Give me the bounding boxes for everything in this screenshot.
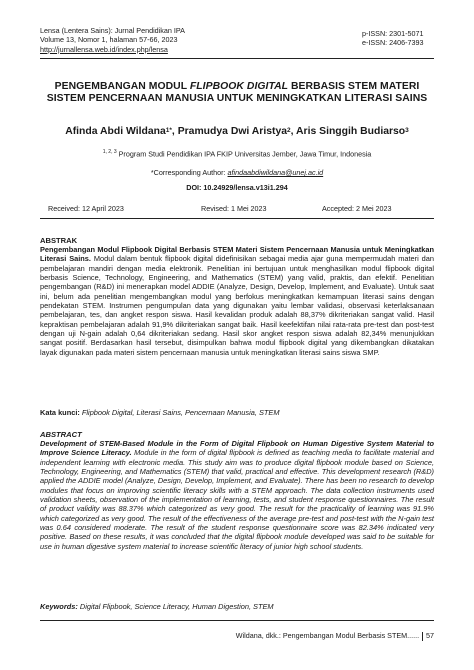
abstrak-title: Pengembangan Modul Flipbook Digital Berbasis STEM Materi Sistem Pencernaan Manusia untuk Meningkatkan Literasi Sains. xyxy=(40,245,434,264)
page-number: 57 xyxy=(426,631,434,640)
author-3-sup: 3 xyxy=(405,127,409,134)
kata-kunci-label: Kata kunci: xyxy=(40,408,80,417)
dates-divider xyxy=(40,218,434,219)
abstract-body xyxy=(40,439,434,551)
footer-running-head: Wildana, dkk.: Pengembangan Modul Berbasis STEM...... xyxy=(235,631,420,640)
abstract-title: Development of STEM-Based Module in the Form of Digital Flipbook on Human Digestive System Material to Improve Science Literacy. xyxy=(40,439,434,458)
author-1: Afinda Abdi Wildana xyxy=(65,126,166,137)
author-sep: , xyxy=(290,126,297,137)
date-received: Received: 12 April 2023 xyxy=(48,204,124,213)
abstract-heading: ABSTRACT xyxy=(40,430,82,439)
title-part-3: BERBASIS STEM MATERI SISTEM PENCERNAAN MANUSIA UNTUK MENINGKATKAN LITERASI SAINS xyxy=(46,81,428,105)
corresponding-author xyxy=(30,168,444,177)
kata-kunci xyxy=(40,408,434,417)
abstrak-heading: ABSTRAK xyxy=(40,236,78,245)
date-revised: Revised: 1 Mei 2023 xyxy=(201,204,267,213)
corresponding-email-link[interactable]: afindaabdiwildana@unej.ac.id xyxy=(227,168,324,177)
corresponding-label: *Corresponding Author: xyxy=(150,168,228,177)
journal-volume: Volume 13, Nomor 1, halaman 57-66, 2023 xyxy=(40,35,178,45)
abstrak-text: Modul dalam bentuk flipbook digital didefinisikan sebagai media ajar guna mempermudah materi dan pembelajaran mandiri dengan media elektronik. Penelitian ini bertujuan untuk menghasilkan modul flipbook digital berbasis Science, Technology, Engineering, and Mathematics (STEM) yang valid, praktis, dan efektif. Penelitian pengembangan (R&D) ini menerapkan model ADDIE (Analyze, Design, Develop, Implement, and Evaluate). Untuk saat ini, belum ada penelitian mengembangkan modul yang berfokus meningkatkan kemampuan literasi sains dengan pendekatan STEM. Instrumen pengumpulan data yang digunakan yaitu lembar validasi, observasi keterlaksanaan pembelajaran, tes, dan angket respon siswa. Hasil kevalidan produk adalah 88,37% dikriteriakan sangat valid. Hasil kepraktisan pembelajaran adalah 91,9% dikriteriakan sangat baik. Hasil keefektifan nilai rata-rata pre-test dan post-test dengan uji N-gain adalah 0,64 dikriteriakan sedang. Hasil skor angket respon siswa adalah 82,34% menunjukkan sangat positif. Berdasarkan hasil tersebut, disimpulkan bahwa modul flipbook digital yang dikembangkan dikatakan layak digunakan pada materi sistem pencernaan manusia untuk meningkatkan literasi sains siswa SMP. xyxy=(40,254,434,357)
affiliation-sup: 1, 2, 3 xyxy=(102,149,117,155)
keywords-label: Keywords: xyxy=(40,602,78,611)
paper-title xyxy=(44,81,430,106)
keywords-divider xyxy=(40,620,434,621)
journal-name: Lensa (Lentera Sains): Jurnal Pendidikan IPA xyxy=(40,26,185,35)
affiliation xyxy=(30,148,444,158)
title-part-2: FLIPBOOK DIGITAL xyxy=(189,81,289,92)
author-1-sup: 1* xyxy=(165,127,172,134)
date-accepted: Accepted: 2 Mei 2023 xyxy=(322,204,392,213)
author-3: Aris Singgih Budiarso xyxy=(296,126,406,137)
issn-block xyxy=(362,29,434,48)
eissn: e-ISSN: 2406-7393 xyxy=(362,38,424,48)
affiliation-text: Program Studi Pendidikan IPA FKIP Universitas Jember, Jawa Timur, Indonesia xyxy=(118,149,372,159)
author-sep: , xyxy=(171,126,178,137)
doi: DOI: 10.24929/lensa.v13i1.294 xyxy=(186,183,288,192)
journal-url-link[interactable]: http://jurnallensa.web.id/index.php/lensa xyxy=(40,44,168,54)
author-2-sup: 2 xyxy=(287,127,291,134)
pissn: p-ISSN: 2301-5071 xyxy=(362,29,424,38)
abstract-text: Module in the form of digital flipbook is defined as teaching media to facilitate material and independent learning with electronic media. This study aim was to produce digital flipbook module based on Science, Technology, Engineering, and Mathematics (STEM) that valid, practical and effective. This development research (R&D) applied the ADDIE model (Analyze, Design, Develop, Implement, and Evaluate). There has been no research to develop modules that focus on improving scientific literacy skills with a STEM approach. The data collection instruments used validation sheets, observation of the implementation of learning, tests, and student response questionnaires. The result of product validity was 88.37% which categorized as very good. The result for the practicality of learning was 91.9% which categorized as very good. The result of the effectiveness of the average pre-test and post-test with the N-gain test was 0.64 considered moderate. The result of the student response questionnaire score was 82.34% indicated very positive. Based on these results, it was concluded that the digital flipbook module developed was said to be suitable for use in human digestive system material to increase scientific literacy of junior high school students. xyxy=(40,448,435,551)
keywords xyxy=(40,602,434,611)
kata-kunci-text: Flipbook Digital, Literasi Sains, Pencernaan Manusia, STEM xyxy=(79,408,280,417)
author-2: Pramudya Dwi Aristya xyxy=(177,126,288,137)
journal-info xyxy=(40,26,340,54)
keywords-text: Digital Flipbook, Science Literacy, Human Digestion, STEM xyxy=(77,602,274,611)
footer-separator xyxy=(422,632,423,641)
title-part-1: PENGEMBANGAN MODUL xyxy=(54,81,190,92)
author-list xyxy=(30,126,444,138)
abstrak-body xyxy=(40,245,434,357)
page-footer xyxy=(236,631,434,641)
header-divider xyxy=(40,58,434,59)
